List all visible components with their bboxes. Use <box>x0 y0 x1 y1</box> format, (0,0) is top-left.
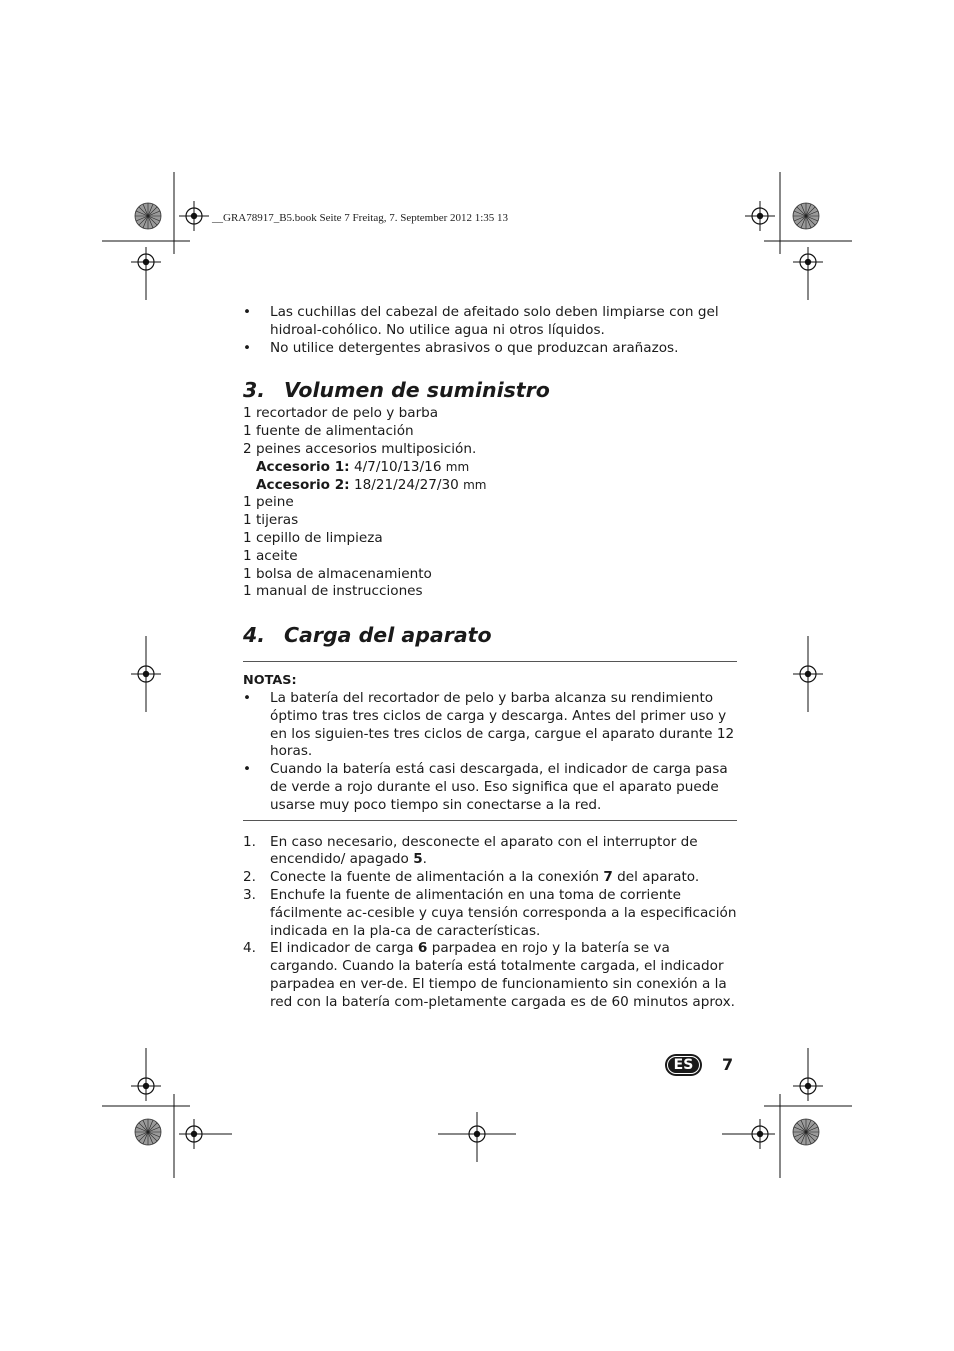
list-item: 1 peine <box>243 494 294 511</box>
section-title: Carga del aparato <box>284 623 492 648</box>
section-4-heading <box>243 622 737 648</box>
list-item: • Las cuchillas del cabezal de afeitado solo deben limpiarse con gel hidroal-cohólico. No utilice agua ni otros líquidos. <box>243 304 737 340</box>
step-item: 2. Conecte la fuente de alimentación a la conexión 7 del aparato. <box>243 869 700 886</box>
list-item: 2 peines accesorios multiposición. <box>243 440 477 457</box>
page-number: 7 <box>722 1055 734 1074</box>
supply-list <box>243 405 737 601</box>
notes-label: NOTAS: <box>243 673 297 689</box>
accessory-2-label: Accesorio 2: <box>256 476 350 493</box>
notes-bottom-rule <box>243 820 737 821</box>
list-item: • Cuando la batería está casi descargada, el indicador de carga pasa de verde a rojo durante el uso. Eso significa que el aparato puede usarse muy poco tiempo sin conectarse a la red. <box>243 761 737 814</box>
list-item: 1 bolsa de almacenamiento <box>243 565 432 582</box>
accessory-1-unit: mm <box>445 459 470 474</box>
list-item: 1 recortador de pelo y barba <box>243 405 439 422</box>
language-badge <box>665 1054 702 1076</box>
list-item: • No utilice detergentes abrasivos o que produzcan arañazos. <box>243 340 737 358</box>
section-number: 3. <box>243 378 266 403</box>
accessory-2-unit: mm <box>463 477 487 492</box>
notes-list <box>243 690 737 815</box>
list-item: • La batería del recortador de pelo y barba alcanza su rendimiento óptimo tras tres ciclos de carga y descarga. Antes del primer uso y en los siguien-tes tres ciclos de carga, cargue el aparato durante 12 horas. <box>243 690 737 761</box>
section-number: 4. <box>243 623 266 648</box>
steps-list <box>243 834 737 1012</box>
section-title: Volumen de suministro <box>284 378 550 403</box>
list-item: 1 tijeras <box>243 512 299 529</box>
section-3-heading <box>243 377 737 403</box>
list-item: 1 cepillo de limpieza <box>243 529 383 546</box>
list-item: 1 manual de instrucciones <box>243 583 423 600</box>
list-item: 1 aceite <box>243 547 298 564</box>
step-item: 4. El indicador de carga 6 parpadea en rojo y la batería se va cargando. Cuando la batería está totalmente cargada, el indicador parpadea en ver-de. El tiempo de funcionamiento sin conexión a la red con la batería com-pletamente cargada es de 60 minutos aprox. <box>243 940 735 1010</box>
notes-box <box>243 662 737 814</box>
print-slug: __GRA78917_B5.book Seite 7 Freitag, 7. September 2012 1:35 13 <box>212 212 509 224</box>
list-item: 1 fuente de alimentación <box>243 423 414 440</box>
accessory-1-line <box>243 459 737 477</box>
page-content <box>243 304 737 1012</box>
step-item: 3. Enchufe la fuente de alimentación en una toma de corriente fácilmente ac-cesible y cuya tensión corresponda a la especificación indicada en la pla-ca de características. <box>243 886 737 939</box>
accessory-1-label: Accesorio 1: <box>256 458 350 475</box>
language-code: ES <box>673 1057 694 1073</box>
accessory-1-value: 4/7/10/13/16 <box>353 458 442 475</box>
accessory-2-line <box>243 477 737 495</box>
intro-bullet-list <box>243 304 737 357</box>
accessory-2-value: 18/21/24/27/30 <box>353 476 459 493</box>
step-item: 1. En caso necesario, desconecte el aparato con el interruptor de encendido/ apagado 5. <box>243 833 698 868</box>
